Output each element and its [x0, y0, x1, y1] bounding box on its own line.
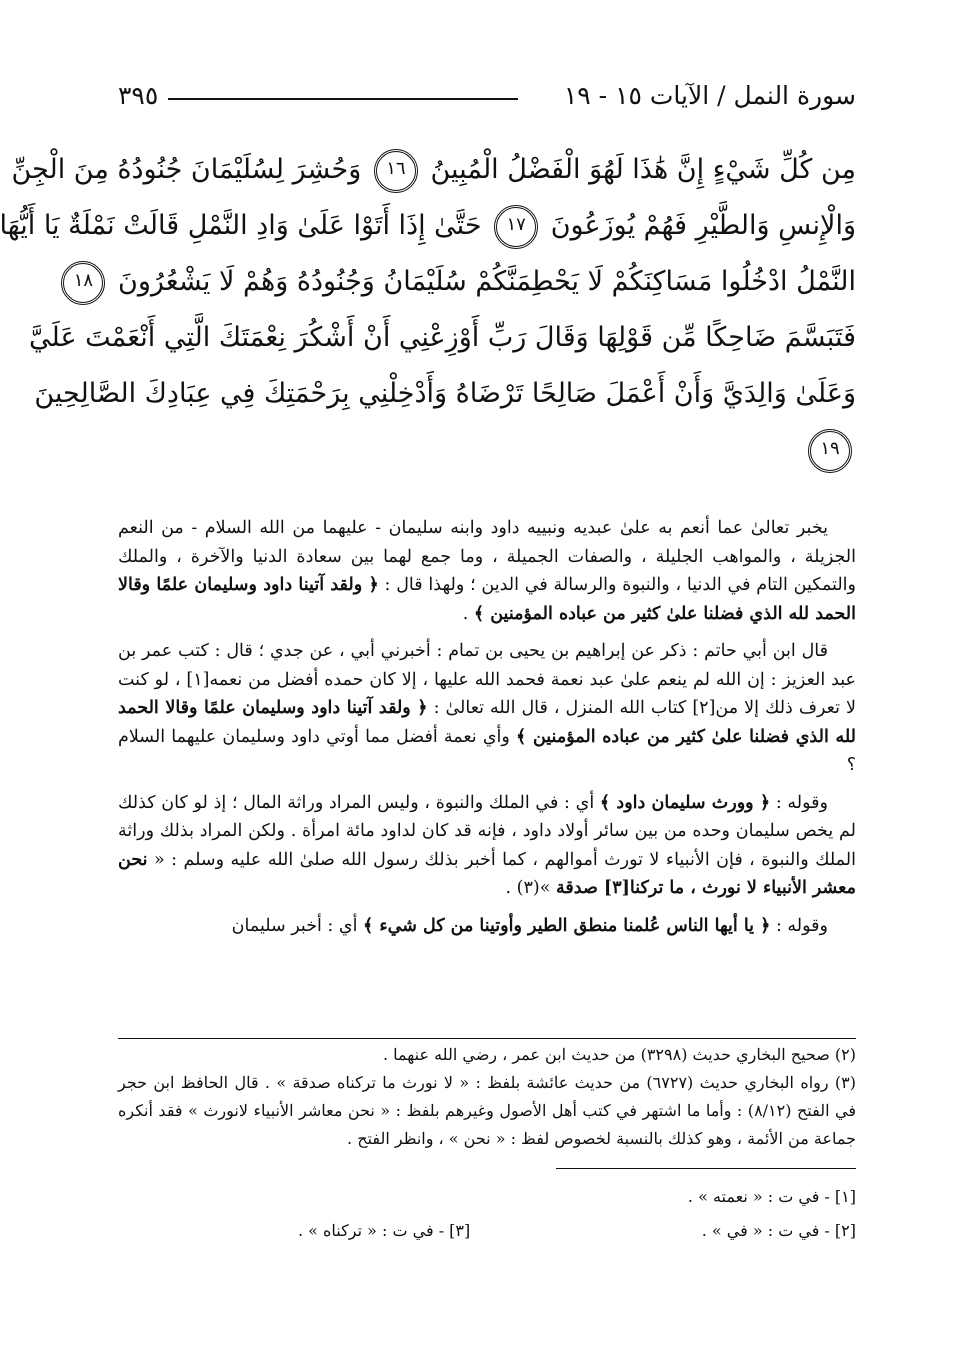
manuscript-variants [118, 1180, 856, 1248]
commentary-paragraph-4: وقوله : ﴿ يا أيها الناس عُلمنا منطق الطير وأوتينا من كل شيء ﴾ أي : أخبر سليمان [231, 915, 828, 936]
ayah-number-16: ١٦ [374, 149, 418, 193]
verse-line-1: مِن كُلِّ شَيْءٍ إِنَّ هَٰذَا لَهُوَ الْفَضْلُ الْمُبِينُ ١٦ وَحُشِرَ لِسُلَيْمَانَ جُنُودُهُ مِنَ الْجِنِّ [113, 142, 856, 198]
verse-line-4: فَتَبَسَّمَ ضَاحِكًا مِّن قَوْلِهَا وَقَالَ رَبِّ أَوْزِعْنِي أَنْ أَشْكُرَ نِعْمَتَكَ الَّتِي أَنْعَمْتَ عَلَيَّ [29, 322, 856, 353]
verse-line-2: وَالْإِنسِ وَالطَّيْرِ فَهُمْ يُوزَعُونَ ١٧ حَتَّىٰ إِذَا أَتَوْا عَلَىٰ وَادِ النَّمْلِ قَالَتْ نَمْلَةٌ يَا أَيُّهَا [113, 198, 856, 254]
quran-verses [0, 142, 856, 478]
variants-rule [556, 1168, 856, 1169]
verse-line-6 [113, 422, 856, 478]
variant-1: [١] - في ت : « نعمته » . [687, 1187, 856, 1206]
commentary-paragraph-1: يخبر تعالىٰ عما أنعم به علىٰ عبديه ونبييه داود وابنه سليمان - عليهما من الله السلام - من النعم الجزيلة ، والمواهب الجليلة ، والصفات الجميلة ، وما جمع لهما بين سعادة الدنيا والآخرة ، والملك والتمكين التام في الدنيا ، والنبوة والرسالة في الدين ؛ ولهذا قال : ﴿ ولقد آتينا داود وسليمان علمًا وقالا الحمد لله الذي فضلنا علىٰ كثير من عباده المؤمنين ﴾ . [118, 518, 856, 624]
running-head [118, 78, 856, 114]
verse-line-3: النَّمْلُ ادْخُلُوا مَسَاكِنَكُمْ لَا يَحْطِمَنَّكُمْ سُلَيْمَانُ وَجُنُودُهُ وَهُمْ لَا يَشْعُرُونَ ١٨ [113, 254, 856, 310]
variant-2: [٢] - في ت : « في » . [701, 1221, 856, 1240]
ayah-number-19: ١٩ [808, 429, 852, 473]
ayah-number-17: ١٧ [494, 205, 538, 249]
ayah-number-18: ١٨ [61, 261, 105, 305]
commentary-paragraph-2: قال ابن أبي حاتم : ذكر عن إبراهيم بن يحيى بن تمام : أخبرني أبي ، عن جدي ؛ قال : كتب عمر بن عبد العزيز : إن الله لم ينعم علىٰ عبد نعمة فحمد الله عليها ، إلا كان حمده أفضل من نعمه[١] ، لو كنت لا تعرف ذلك إلا من[٢] كتاب الله المنزل ، قال الله تعالىٰ : ﴿ ولقد آتينا داود وسليمان علمًا وقالا الحمد لله الذي فضلنا علىٰ كثير من عباده المؤمنين ﴾ وأي نعمة أفضل مما أوتي داود وسليمان عليهما السلام ؟ [118, 641, 857, 775]
footnote-3: (٣) رواه البخاري حديث (٦٧٢٧) من حديث عائشة بلفظ : « لا نورث ما تركناه صدقة » . قال الحافظ ابن حجر في الفتح (٨/١٢) : وأما ما اشتهر في كتب أهل الأصول وغيرهم بلفظ : « نحن معاشر الأنبياء لانورث » فقد أنكره جماعة من الأئمة ، وهو كذلك بالنسبة لخصوص لفظ : « نحن » ، وانظر الفتح . [118, 1073, 857, 1148]
footnote-2: (٢) صحيح البخاري حديث (٣٢٩٨) من حديث ابن عمر ، رضي الله عنهما . [382, 1045, 856, 1064]
header-rule [168, 98, 518, 100]
verse-line-5: وَعَلَىٰ وَالِدَيَّ وَأَنْ أَعْمَلَ صَالِحًا تَرْضَاهُ وَأَدْخِلْنِي بِرَحْمَتِكَ فِي عِبَادِكَ الصَّالِحِينَ [34, 378, 856, 409]
page-number: ٣٩٥ [118, 81, 159, 110]
chapter-title: سورة النمل / الآيات ١٥ - ١٩ [563, 81, 856, 110]
commentary [118, 514, 856, 949]
variant-3: [٣] - في ت : « تركناه » . [298, 1221, 471, 1240]
commentary-paragraph-3: وقوله : ﴿ وورث سليمان داود ﴾ أي : في الملك والنبوة ، وليس المراد وراثة المال ؛ إذ لو كان كذلك لم يخص سليمان وحده من بين سائر أولاد داود ، فإنه قد كان لداود مائة امرأة . ولكن المراد بذلك وراثة الملك والنبوة ، فإن الأنبياء لا تورث أموالهم ، كما أخبر بذلك رسول الله صلىٰ الله عليه وسلم : « نحن معشر الأنبياء لا نورث ، ما تركنا[٣] صدقة »(٣) . [118, 792, 856, 898]
footnotes [118, 1038, 856, 1153]
